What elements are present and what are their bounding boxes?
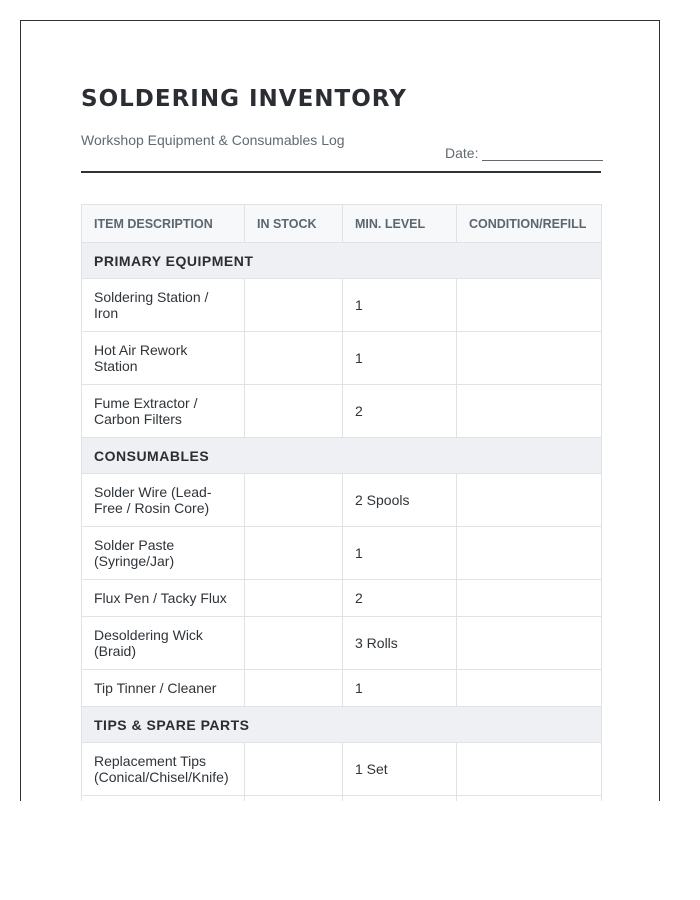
item-description-cell: Replacement Tips (Conical/Chisel/Knife): [82, 743, 245, 796]
condition-cell[interactable]: [457, 670, 602, 707]
in-stock-cell[interactable]: [245, 743, 343, 796]
table-row: [82, 385, 602, 438]
table-row: [82, 743, 602, 796]
header-divider: [81, 171, 601, 173]
table-row: [82, 474, 602, 527]
in-stock-cell[interactable]: [245, 279, 343, 332]
page-title: SOLDERING INVENTORY: [81, 86, 407, 112]
in-stock-cell[interactable]: [245, 617, 343, 670]
table-row: [82, 332, 602, 385]
condition-cell[interactable]: [457, 385, 602, 438]
condition-cell[interactable]: [457, 617, 602, 670]
section-row-tips-spare-parts: [82, 707, 602, 743]
in-stock-cell[interactable]: [245, 474, 343, 527]
inventory-table: [81, 204, 602, 801]
section-title: CONSUMABLES: [82, 438, 602, 474]
min-level-cell: 2: [343, 580, 457, 617]
condition-cell[interactable]: [457, 743, 602, 796]
date-label: Date:: [445, 145, 479, 161]
min-level-cell: [343, 796, 457, 802]
table-row: [82, 580, 602, 617]
section-row-consumables: [82, 438, 602, 474]
item-description-cell: Desoldering Wick (Braid): [82, 617, 245, 670]
condition-cell[interactable]: [457, 474, 602, 527]
in-stock-cell[interactable]: [245, 385, 343, 438]
item-description-cell: Soldering Station / Iron: [82, 279, 245, 332]
min-level-cell: 2 Spools: [343, 474, 457, 527]
section-title: TIPS & SPARE PARTS: [82, 707, 602, 743]
column-header-min-level: MIN. LEVEL: [343, 205, 457, 243]
in-stock-cell[interactable]: [245, 670, 343, 707]
table-row: [82, 527, 602, 580]
min-level-cell: 1 Set: [343, 743, 457, 796]
item-description-cell: Hot Air Rework Station: [82, 332, 245, 385]
table-row: [82, 796, 602, 802]
min-level-cell: 1: [343, 279, 457, 332]
inventory-sheet: [20, 20, 660, 801]
condition-cell[interactable]: [457, 796, 602, 802]
date-field: [445, 145, 603, 161]
item-description-cell: Solder Wire (Lead-Free / Rosin Core): [82, 474, 245, 527]
date-blank-line[interactable]: [482, 146, 603, 161]
in-stock-cell[interactable]: [245, 796, 343, 802]
item-description-cell: Solder Paste (Syringe/Jar): [82, 527, 245, 580]
min-level-cell: 1: [343, 670, 457, 707]
table-row: [82, 670, 602, 707]
column-header-item-description: ITEM DESCRIPTION: [82, 205, 245, 243]
in-stock-cell[interactable]: [245, 332, 343, 385]
in-stock-cell[interactable]: [245, 580, 343, 617]
item-description-cell: Flux Pen / Tacky Flux: [82, 580, 245, 617]
min-level-cell: 1: [343, 332, 457, 385]
min-level-cell: 1: [343, 527, 457, 580]
min-level-cell: 3 Rolls: [343, 617, 457, 670]
condition-cell[interactable]: [457, 580, 602, 617]
section-title: PRIMARY EQUIPMENT: [82, 243, 602, 279]
condition-cell[interactable]: [457, 527, 602, 580]
condition-cell[interactable]: [457, 332, 602, 385]
item-description-cell: [82, 796, 245, 802]
column-header-condition-refill: CONDITION/REFILL: [457, 205, 602, 243]
condition-cell[interactable]: [457, 279, 602, 332]
column-header-in-stock: IN STOCK: [245, 205, 343, 243]
page-subtitle: Workshop Equipment & Consumables Log: [81, 132, 345, 148]
section-row-primary-equipment: [82, 243, 602, 279]
item-description-cell: Tip Tinner / Cleaner: [82, 670, 245, 707]
min-level-cell: 2: [343, 385, 457, 438]
table-row: [82, 279, 602, 332]
table-header-row: [82, 205, 602, 243]
item-description-cell: Fume Extractor / Carbon Filters: [82, 385, 245, 438]
in-stock-cell[interactable]: [245, 527, 343, 580]
table-row: [82, 617, 602, 670]
